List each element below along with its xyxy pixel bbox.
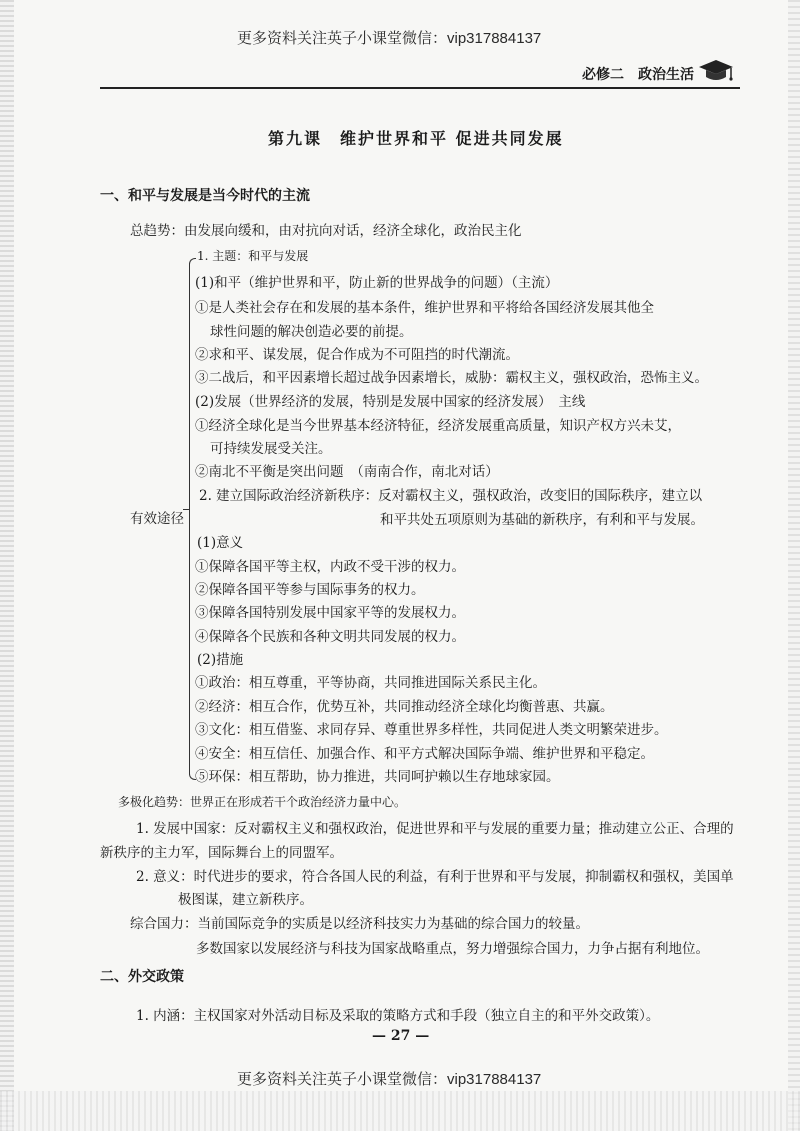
list-item: ①经济全球化是当今世界基本经济特征，经济发展重高质量，知识产权方兴未艾， (195, 418, 681, 434)
power-line-a: 综合国力：当前国际竞争的实质是以经济科技实力为基础的综合国力的较量。 (130, 916, 589, 932)
list-item: 和平共处五项原则为基础的新秩序，有利和平与发展。 (380, 512, 704, 528)
paragraph-2a: 2. 意义：时代进步的要求，符合各国人民的利益，有利于世界和平与发展，抑制霸权和强权，美国单 (136, 869, 734, 885)
scan-edge-bottom (0, 1091, 800, 1131)
watermark-bottom: 更多资料关注英子小课堂微信：vip317884137 (237, 1071, 542, 1088)
list-item: ①是人类社会存在和发展的基本条件，维护世界和平将给各国经济发展其他全 (195, 300, 654, 316)
trend-line: 总趋势：由发展向缓和，由对抗向对话，经济全球化，政治民主化 (130, 223, 522, 239)
list-item: ①保障各国平等主权，内政不受干涉的权力。 (195, 559, 465, 575)
list-item: ③文化：相互借鉴、求同存异、尊重世界多样性，共同促进人类文明繁荣进步。 (195, 722, 668, 738)
list-item: ④保障各个民族和各种文明共同发展的权力。 (195, 629, 465, 645)
paragraph-1b: 新秩序的主力军，国际舞台上的同盟军。 (100, 845, 343, 861)
list-item: ②南北不平衡是突出问题 （南南合作，南北对话） (195, 464, 499, 480)
list-item: (1)意义 (197, 535, 244, 551)
paragraph-2b: 极图谋，建立新秩序。 (178, 892, 313, 908)
list-item: ②求和平、谋发展，促合作成为不可阻挡的时代潮流。 (195, 347, 519, 363)
brace-label: 有效途径 (130, 511, 184, 527)
scan-edge-left (0, 0, 14, 1131)
list-item: ②保障各国平等参与国际事务的权力。 (195, 582, 425, 598)
section1-heading: 一、和平与发展是当今时代的主流 (100, 188, 310, 204)
power-line-b: 多数国家以发展经济与科技为国家战略重点，努力增强综合国力，力争占据有利地位。 (196, 941, 709, 957)
section2-heading: 二、外交政策 (100, 969, 184, 985)
list-item: ②经济：相互合作，优势互补，共同推动经济全球化均衡普惠、共赢。 (195, 699, 614, 715)
list-item: 可持续发展受关注。 (210, 441, 332, 457)
list-item: ③保障各国特别发展中国家平等的发展权力。 (195, 605, 465, 621)
list-item: (2)发展（世界经济的发展，特别是发展中国家的经济发展） 主线 (195, 394, 586, 410)
graduation-cap-icon (698, 58, 734, 84)
list-item: ⑤环保：相互帮助，协力推进，共同呵护赖以生存地球家园。 (195, 769, 560, 785)
theme-line: 1. 主题：和平与发展 (197, 249, 309, 263)
header-label: 必修二 政治生活 (582, 67, 694, 83)
list-item: (1)和平（维护世界和平，防止新的世界战争的问题）（主流） (195, 275, 559, 291)
header-rule (100, 87, 740, 89)
scan-edge-right (788, 0, 800, 1131)
list-item: 球性问题的解决创造必要的前提。 (210, 324, 413, 340)
paragraph-1a: 1. 发展中国家：反对霸权主义和强权政治，促进世界和平与发展的重要力量；推动建立公正、合理的 (136, 821, 734, 837)
list-item: ③二战后，和平因素增长超过战争因素增长，威胁：霸权主义，强权政治，恐怖主义。 (195, 370, 708, 386)
watermark-top: 更多资料关注英子小课堂微信：vip317884137 (237, 30, 542, 47)
section2-line1: 1. 内涵：主权国家对外活动目标及采取的策略方式和手段（独立自主的和平外交政策）。 (136, 1008, 660, 1024)
list-item: ①政治：相互尊重，平等协商，共同推进国际关系民主化。 (195, 675, 546, 691)
page-number: — 27 — (372, 1028, 430, 1044)
list-item: 2. 建立国际政治经济新秩序：反对霸权主义，强权政治，改变旧的国际秩序，建立以 (199, 488, 703, 504)
multipolar-line: 多极化趋势：世界正在形成若干个政治经济力量中心。 (118, 795, 407, 809)
list-item: ④安全：相互信任、加强合作、和平方式解决国际争端、维护世界和平稳定。 (195, 746, 654, 762)
list-item: (2)措施 (197, 652, 244, 668)
page-title: 第九课 维护世界和平 促进共同发展 (268, 129, 564, 148)
